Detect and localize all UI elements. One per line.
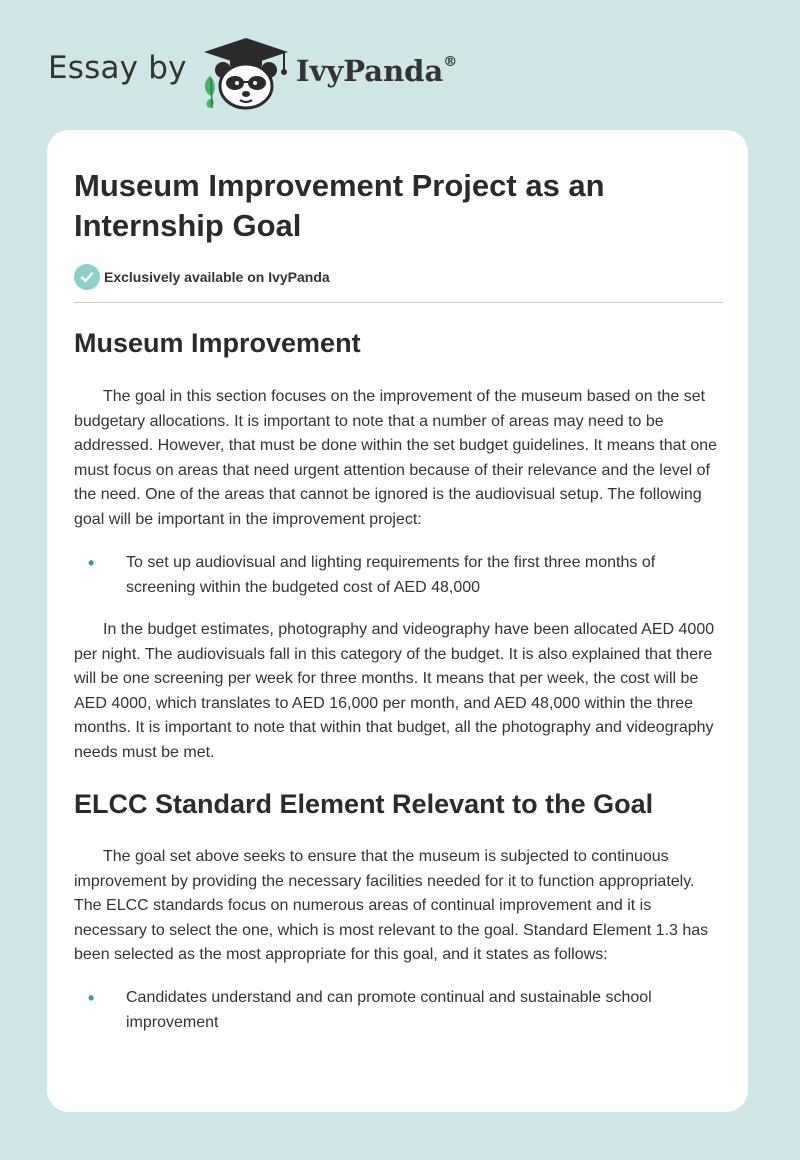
site-header xyxy=(0,0,800,130)
registered-mark: ® xyxy=(443,54,458,71)
section-heading-museum-improvement: Museum Improvement xyxy=(74,328,361,358)
section-heading-elcc-standard: ELCC Standard Element Relevant to the Goal xyxy=(74,789,654,819)
brand-name: IvyPanda® xyxy=(296,54,458,88)
list-item-text: To set up audiovisual and lighting requirements for the first three months of screening within the budgeted cost of AED 48,000 xyxy=(126,554,656,596)
exclusive-badge xyxy=(74,264,330,290)
list-item-text: Candidates understand and can promote continual and sustainable school improvement xyxy=(126,989,652,1031)
paragraph: The goal in this section focuses on the improvement of the museum based on the set budgetary allocations. It is important to note that a number of areas may need to be addressed. However, that must be done within the set budget guidelines. It means that one must focus on areas that need urgent attention because of their relevance and the level of the need. One of the areas that cannot be ignored is the audiovisual setup. The following goal will be important in the improvement project: xyxy=(74,388,718,528)
bullet-dot-icon: • xyxy=(88,988,95,1008)
panda-graduate-icon xyxy=(196,36,296,110)
essay-by-label: Essay by xyxy=(48,50,187,86)
article-card xyxy=(47,130,748,1112)
badge-label: Exclusively available on IvyPanda xyxy=(104,269,330,285)
paragraph: In the budget estimates, photography and videography have been allocated AED 4000 per night. The audiovisuals fall in this category of the budget. It is also explained that there will be one screening per week for three months. It means that per week, the cost will be AED 4000, which translates to AED 16,000 per month, and AED 48,000 within the three months. It is important to note that within that budget, all the photography and videography needs must be met. xyxy=(74,621,715,761)
title-divider xyxy=(74,302,723,303)
list-item xyxy=(74,551,724,600)
list-item xyxy=(74,986,724,1035)
check-circle-icon xyxy=(74,264,100,290)
paragraph: The goal set above seeks to ensure that the museum is subjected to continuous improvement by providing the necessary facilities needed for it to function appropriately. The ELCC standards focus on numerous areas of continual improvement and it is necessary to select the one, which is most relevant to the goal. Standard Element 1.3 has been selected as the most appropriate for this goal, and it states as follows: xyxy=(74,848,709,964)
page-title: Museum Improvement Project as an Internship Goal xyxy=(74,168,605,243)
bullet-dot-icon: • xyxy=(88,553,95,573)
